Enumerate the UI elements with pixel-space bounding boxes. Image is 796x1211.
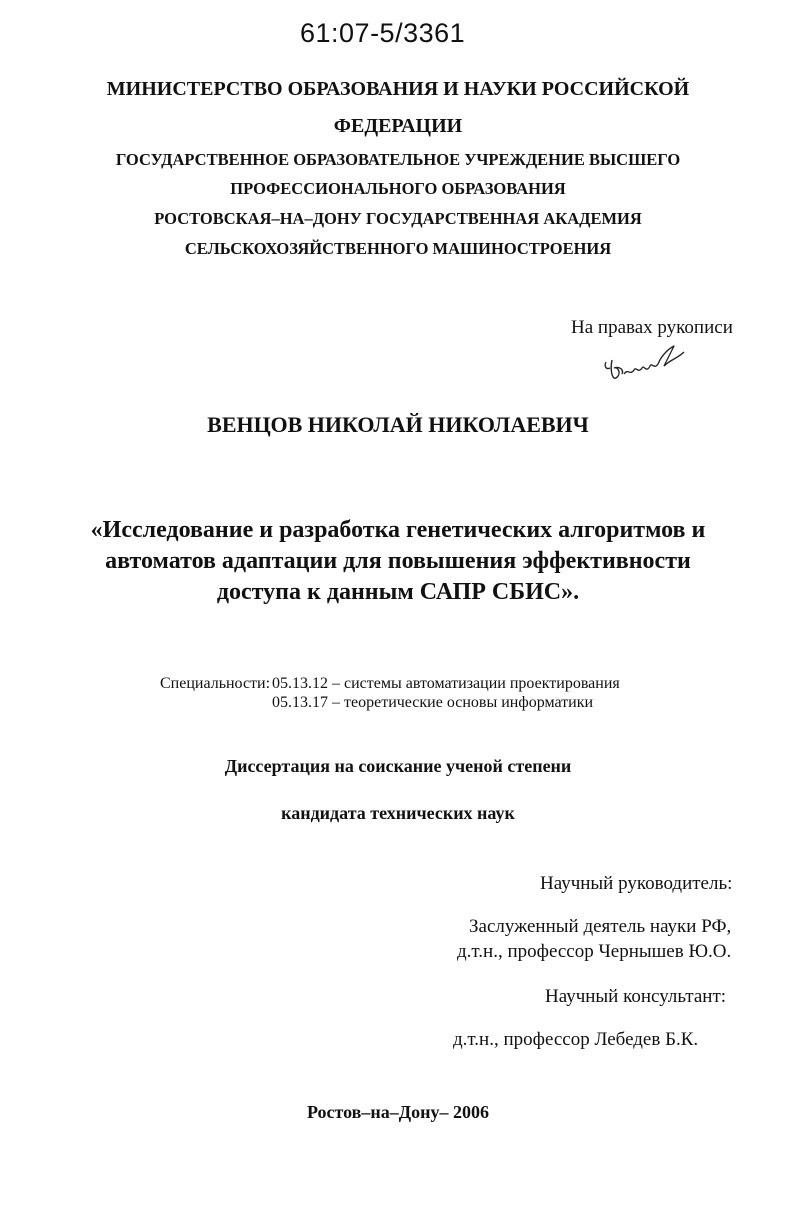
consultant-line-1: д.т.н., профессор Лебедев Б.К. (453, 1029, 699, 1050)
org-line-3: ГОСУДАРСТВЕННОЕ ОБРАЗОВАТЕЛЬНОЕ УЧРЕЖДЕНИЕ ВЫСШЕГО (115, 150, 681, 169)
org-line-2: ФЕДЕРАЦИИ (333, 115, 463, 137)
supervisor-line-1: Заслуженный деятель науки РФ, (469, 916, 732, 937)
consultant-label: Научный консультант: (545, 986, 727, 1007)
city-year: Ростов–на–Дону– 2006 (306, 1102, 490, 1122)
title-line-1: «Исследование и разработка генетических алгоритмов и (90, 517, 706, 543)
supervisor-label: Научный руководитель: (540, 873, 733, 894)
dissertation-title (0, 515, 796, 608)
archive-code: 61:07-5/3361 (300, 18, 466, 48)
author-name: ВЕНЦОВ НИКОЛАЙ НИКОЛАЕВИЧ (207, 412, 589, 437)
org-line-1: МИНИСТЕРСТВО ОБРАЗОВАНИЯ И НАУКИ РОССИЙСКОЙ (106, 78, 690, 100)
degree-line-1: Диссертация на соискание ученой степени (224, 756, 572, 776)
specialty-1: 05.13.12 – системы автоматизации проектирования (272, 675, 620, 692)
specialty-2: 05.13.17 – теоретические основы информатики (272, 694, 594, 711)
manuscript-note: На правах рукописи (571, 317, 733, 338)
org-line-4: ПРОФЕССИОНАЛЬНОГО ОБРАЗОВАНИЯ (230, 179, 566, 198)
title-line-3: доступа к данным САПР СБИС». (216, 579, 580, 605)
supervisor-line-2: д.т.н., профессор Чернышев Ю.О. (457, 941, 732, 962)
handwritten-signature (600, 340, 690, 390)
title-line-2: автоматов адаптации для повышения эффективности (105, 548, 691, 574)
degree-line-2: кандидата технических наук (281, 803, 515, 823)
specialties-label: Специальности: (160, 675, 271, 692)
org-line-5: РОСТОВСКАЯ–НА–ДОНУ ГОСУДАРСТВЕННАЯ АКАДЕМИЯ (154, 209, 642, 228)
org-line-6: СЕЛЬСКОХОЗЯЙСТВЕННОГО МАШИНОСТРОЕНИЯ (184, 239, 612, 258)
